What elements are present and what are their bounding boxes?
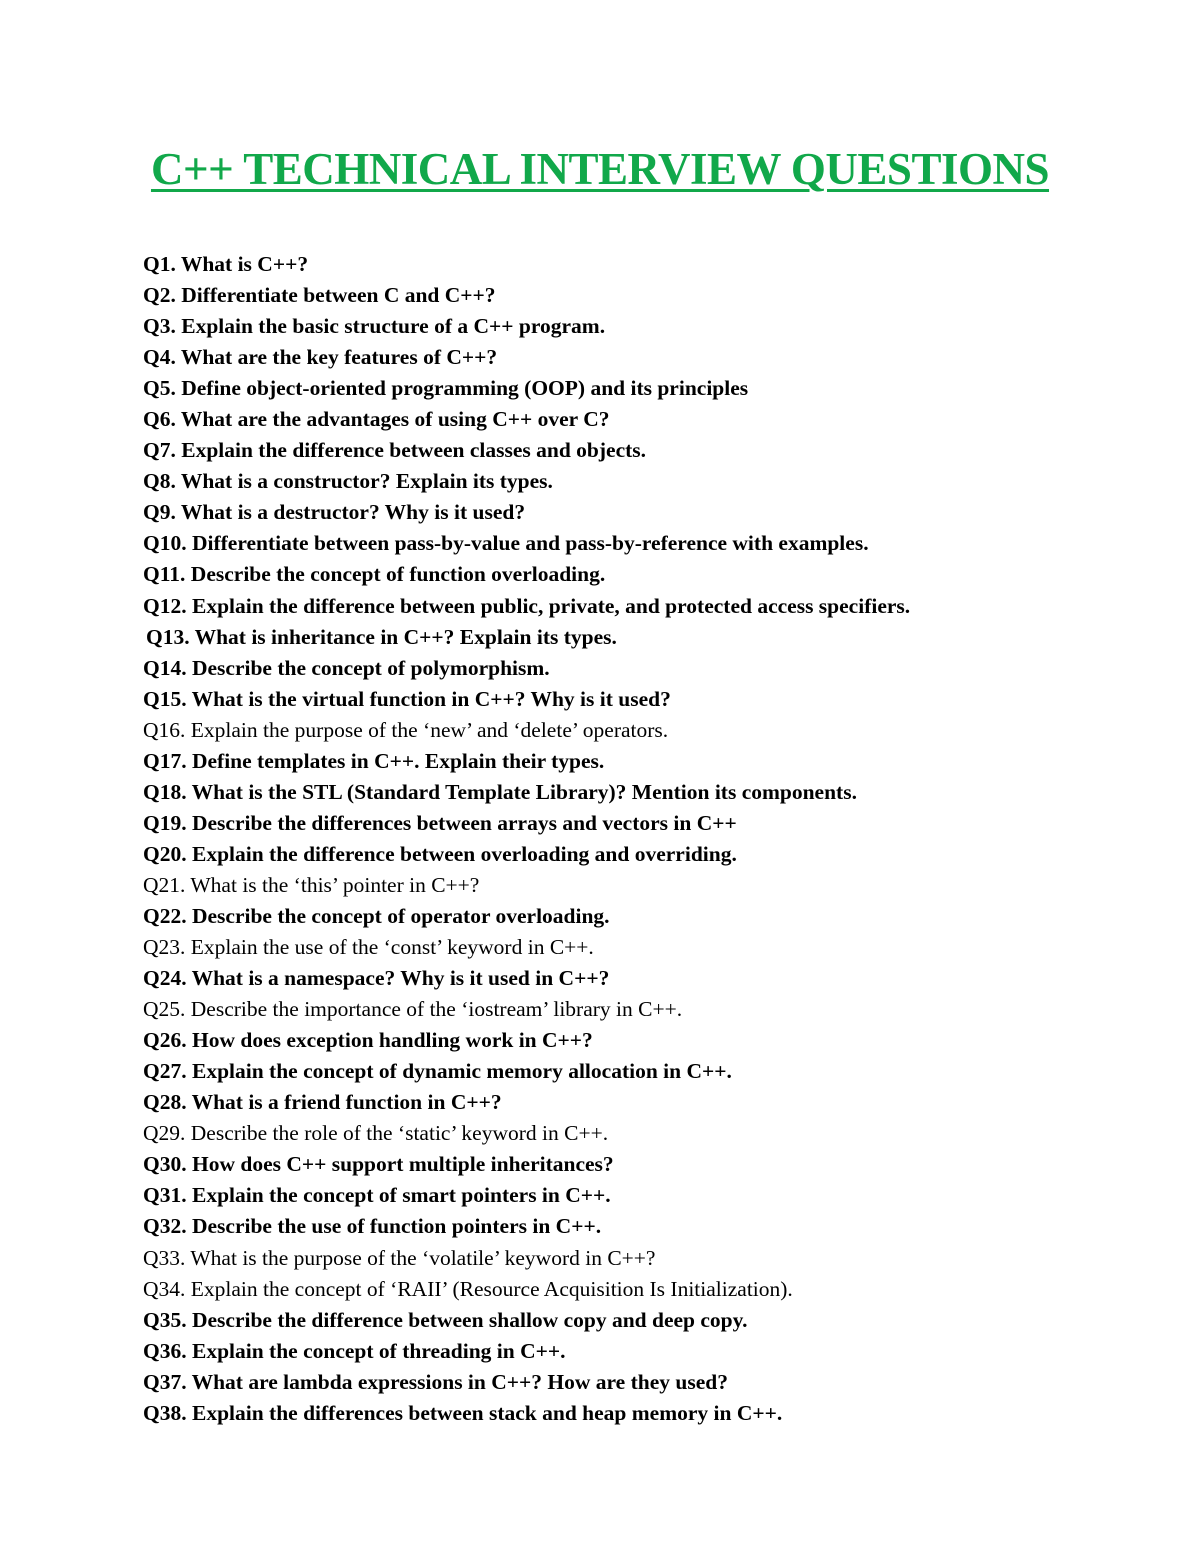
question-item [143, 1149, 1153, 1180]
question-number: Q2. [143, 283, 176, 308]
question-text: Describe the concept of polymorphism. [186, 655, 550, 680]
question-number: Q10. [143, 531, 187, 556]
question-item [143, 715, 1153, 746]
question-text: What is the STL (Standard Template Library)? Mention its components. [186, 779, 857, 804]
question-item [143, 777, 1153, 808]
question-item [143, 870, 1153, 901]
question-text: Explain the difference between classes and objects. [175, 438, 647, 463]
question-number: Q38. [143, 1400, 187, 1425]
question-text: Describe the concept of function overloading. [185, 562, 606, 587]
question-number: Q22. [143, 903, 187, 928]
question-item [143, 963, 1153, 994]
question-number: Q35. [143, 1307, 187, 1332]
question-number: Q36. [143, 1338, 187, 1363]
question-text: Explain the concept of smart pointers in C++. [186, 1183, 611, 1208]
question-number: Q19. [143, 810, 187, 835]
question-number: Q21. [143, 872, 186, 897]
question-item [143, 280, 1153, 311]
question-item [143, 653, 1153, 684]
question-item [143, 1087, 1153, 1118]
question-number: Q16. [143, 717, 186, 742]
question-number: Q15. [143, 686, 187, 711]
question-text: What is C++? [175, 252, 309, 276]
question-item [143, 1243, 1153, 1274]
question-number: Q33. [143, 1245, 186, 1270]
question-text: Describe the differences between arrays and vectors in C++ [186, 810, 737, 835]
question-text: What are the key features of C++? [175, 345, 498, 370]
question-item [143, 497, 1153, 528]
question-item [143, 591, 1153, 622]
question-text: How does C++ support multiple inheritances? [186, 1152, 614, 1177]
question-text: Explain the difference between public, private, and protected access specifiers. [186, 593, 911, 618]
question-item [143, 528, 1153, 559]
question-text: Define object-oriented programming (OOP) and its principles [175, 376, 749, 401]
question-number: Q28. [143, 1090, 187, 1115]
question-text: Describe the use of function pointers in C++. [186, 1214, 602, 1239]
question-number: Q26. [143, 1028, 187, 1053]
question-number: Q1. [143, 252, 176, 276]
question-text: What is the purpose of the ‘volatile’ keyword in C++? [185, 1245, 656, 1270]
question-text: Explain the differences between stack and heap memory in C++. [186, 1400, 783, 1425]
question-text: Differentiate between C and C++? [175, 283, 496, 308]
question-text: Describe the concept of operator overloading. [186, 903, 610, 928]
document-title: C++ TECHNICAL INTERVIEW QUESTIONS [150, 144, 1050, 194]
question-item [143, 1118, 1153, 1149]
question-number: Q13. [146, 624, 190, 649]
question-item [143, 404, 1153, 435]
question-item [143, 1025, 1153, 1056]
question-number: Q12. [143, 593, 187, 618]
question-text: Explain the purpose of the ‘new’ and ‘delete’ operators. [185, 717, 669, 742]
question-item [143, 1336, 1153, 1367]
question-item [143, 249, 1153, 280]
question-number: Q27. [143, 1059, 187, 1084]
question-number: Q5. [143, 376, 176, 401]
question-text: What is a constructor? Explain its types. [175, 469, 553, 494]
question-item [143, 808, 1153, 839]
question-item [143, 311, 1153, 342]
question-number: Q9. [143, 500, 176, 525]
question-number: Q29. [143, 1121, 186, 1146]
question-text: How does exception handling work in C++? [186, 1028, 593, 1053]
question-number: Q7. [143, 438, 176, 463]
question-item [143, 1056, 1153, 1087]
question-text: Explain the concept of ‘RAII’ (Resource Acquisition Is Initialization). [185, 1276, 793, 1301]
question-item [143, 684, 1153, 715]
question-number: Q18. [143, 779, 187, 804]
question-text: Explain the concept of threading in C++. [186, 1338, 566, 1363]
question-text: What is a friend function in C++? [186, 1090, 502, 1115]
question-number: Q14. [143, 655, 187, 680]
question-number: Q6. [143, 407, 176, 432]
question-text: Describe the difference between shallow copy and deep copy. [186, 1307, 748, 1332]
question-number: Q24. [143, 966, 187, 991]
question-item [143, 1367, 1153, 1398]
question-item [143, 1305, 1153, 1336]
question-item [143, 994, 1153, 1025]
question-item [143, 1180, 1153, 1211]
question-text: What is a namespace? Why is it used in C++? [186, 966, 610, 991]
question-number: Q23. [143, 935, 186, 960]
question-item [143, 373, 1153, 404]
question-number: Q11. [143, 562, 186, 587]
question-number: Q17. [143, 748, 187, 773]
question-item [143, 622, 1153, 653]
question-item [143, 1398, 1153, 1429]
question-item [143, 559, 1153, 590]
question-text: What is the ‘this’ pointer in C++? [185, 872, 480, 897]
question-item [143, 466, 1153, 497]
question-number: Q30. [143, 1152, 187, 1177]
question-text: What is inheritance in C++? Explain its types. [189, 624, 617, 649]
question-number: Q37. [143, 1369, 187, 1394]
question-number: Q25. [143, 997, 186, 1022]
question-item [143, 435, 1153, 466]
question-text: Describe the importance of the ‘iostream’ library in C++. [185, 997, 683, 1022]
question-text: What is a destructor? Why is it used? [175, 500, 526, 525]
question-text: Differentiate between pass-by-value and pass-by-reference with examples. [186, 531, 869, 556]
question-text: Define templates in C++. Explain their types. [186, 748, 605, 773]
question-text: Explain the use of the ‘const’ keyword in C++. [185, 935, 594, 960]
question-item [143, 932, 1153, 963]
question-item [143, 746, 1153, 777]
question-text: Describe the role of the ‘static’ keyword in C++. [185, 1121, 609, 1146]
question-item [143, 901, 1153, 932]
question-number: Q20. [143, 841, 187, 866]
question-text: Explain the difference between overloading and overriding. [186, 841, 737, 866]
question-number: Q32. [143, 1214, 187, 1239]
question-text: Explain the concept of dynamic memory allocation in C++. [186, 1059, 732, 1084]
question-number: Q3. [143, 314, 176, 339]
question-item [143, 342, 1153, 373]
question-text: What are lambda expressions in C++? How are they used? [186, 1369, 728, 1394]
question-list [143, 249, 1153, 1429]
question-text: Explain the basic structure of a C++ program. [175, 314, 606, 339]
question-item [143, 1211, 1153, 1242]
question-number: Q4. [143, 345, 176, 370]
question-text: What is the virtual function in C++? Why is it used? [186, 686, 671, 711]
question-item [143, 1274, 1153, 1305]
question-item [143, 839, 1153, 870]
question-text: What are the advantages of using C++ over C? [175, 407, 610, 432]
question-number: Q34. [143, 1276, 186, 1301]
question-number: Q8. [143, 469, 176, 494]
question-number: Q31. [143, 1183, 187, 1208]
